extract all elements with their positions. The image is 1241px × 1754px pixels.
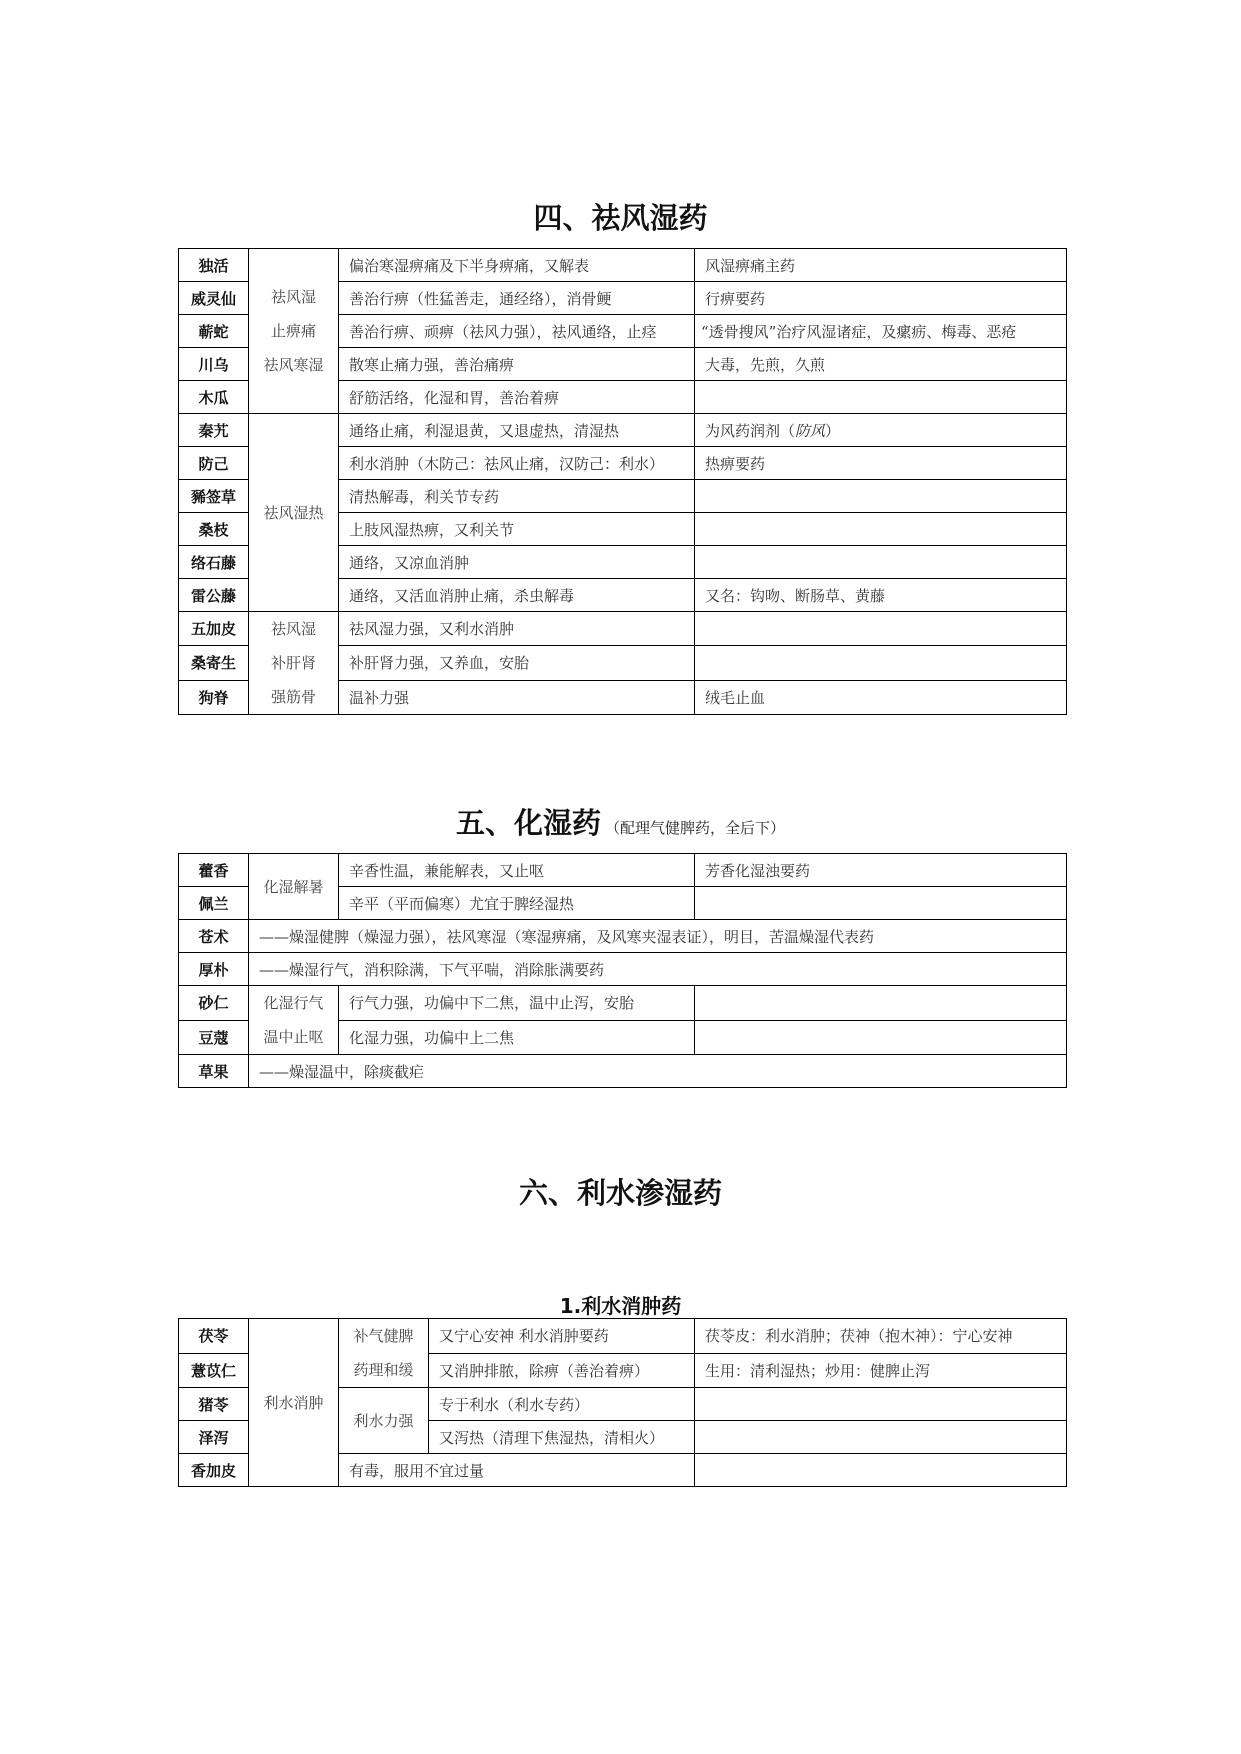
category-cell: [249, 249, 339, 414]
herb-note: 大毒，先煎，久煎: [695, 348, 1067, 381]
subcategory-label: 补气健脾 药理和缓: [353, 1327, 414, 1379]
herb-name: 川乌: [179, 348, 249, 381]
herb-note: 行痹要药: [695, 282, 1067, 315]
table-row: [179, 986, 1067, 1021]
herb-effect: 又宁心安神 利水消肿要药: [429, 1319, 695, 1354]
herb-name: 佩兰: [179, 887, 249, 920]
subcategory-cell: [339, 1388, 429, 1454]
herb-name: 络石藤: [179, 546, 249, 579]
herb-effect: 通络，又凉血消肿: [339, 546, 695, 579]
table-row: [179, 953, 1067, 986]
herb-name: 雷公藤: [179, 579, 249, 612]
section6-title: 六、利水渗湿药: [518, 1176, 722, 1210]
herb-note: 绒毛止血: [695, 680, 1067, 714]
table-row: [179, 249, 1067, 282]
table-row: [179, 612, 1067, 646]
herb-note: [695, 986, 1067, 1021]
herb-name: 桑枝: [179, 513, 249, 546]
herb-name: 香加皮: [179, 1454, 249, 1487]
herb-effect: 又泻热（清理下焦湿热，清相火）: [429, 1421, 695, 1454]
herb-name: 薏苡仁: [179, 1353, 249, 1388]
category-cell: [249, 414, 339, 612]
section6-subtitle: 1.利水消肿药: [559, 1294, 682, 1318]
herb-name: 桑寄生: [179, 646, 249, 680]
herb-note: 热痹要药: [695, 447, 1067, 480]
herb-name: 五加皮: [179, 612, 249, 646]
herb-effect: 祛风湿力强，又利水消肿: [339, 612, 695, 646]
herb-name: 木瓜: [179, 381, 249, 414]
herb-effect: ——燥湿行气，消积除满，下气平喘，消除胀满要药: [249, 953, 1067, 986]
herb-note: [695, 381, 1067, 414]
category-label: 化湿解暑: [263, 877, 324, 896]
category-cell: [249, 1319, 339, 1487]
herb-name: 厚朴: [179, 953, 249, 986]
herb-note: 风湿痹痛主药: [695, 249, 1067, 282]
section4-table: [178, 248, 1067, 715]
herb-note: [695, 646, 1067, 680]
category-label: 祛风湿热: [263, 503, 324, 522]
note-emphasis: 防风: [795, 421, 826, 440]
herb-note: [695, 513, 1067, 546]
herb-name: 防己: [179, 447, 249, 480]
herb-effect: 补肝肾力强，又养血，安胎: [339, 646, 695, 680]
herb-effect: 善治行痹、顽痹（祛风力强），祛风通络，止痉: [339, 315, 695, 348]
herb-effect: 清热解毒，利关节专药: [339, 480, 695, 513]
table-row: [179, 920, 1067, 953]
herb-note: [695, 414, 1067, 447]
herb-note: [695, 480, 1067, 513]
herb-name: 秦艽: [179, 414, 249, 447]
herb-name: 砂仁: [179, 986, 249, 1021]
section4-title: 四、祛风湿药: [533, 201, 708, 235]
herb-effect: 上肢风湿热痹，又利关节: [339, 513, 695, 546]
table-row: [179, 414, 1067, 447]
table-row: [179, 854, 1067, 887]
herb-effect: 通络止痛，利湿退黄，又退虚热，清湿热: [339, 414, 695, 447]
herb-name: 独活: [179, 249, 249, 282]
category-label: 化湿行气 温中止呕: [263, 994, 324, 1046]
herb-effect: 通络，又活血消肿止痛，杀虫解毒: [339, 579, 695, 612]
herb-effect: 辛香性温，兼能解表，又止呕: [339, 854, 695, 887]
herb-name: 蕲蛇: [179, 315, 249, 348]
herb-note: 茯苓皮：利水消肿；茯神（抱木神）：宁心安神: [695, 1319, 1067, 1354]
herb-effect: 又消肿排脓，除痹（善治着痹）: [429, 1353, 695, 1388]
herb-name: 藿香: [179, 854, 249, 887]
herb-effect: ——燥湿健脾（燥湿力强），祛风寒湿（寒湿痹痛，及风寒夹湿表证），明目，苦温燥湿代表药: [249, 920, 1067, 953]
herb-effect: 善治行痹（性猛善走，通经络），消骨鲠: [339, 282, 695, 315]
herb-note: [695, 1454, 1067, 1487]
herb-effect: 专于利水（利水专药）: [429, 1388, 695, 1421]
herb-effect: ——燥湿温中，除痰截疟: [249, 1055, 1067, 1088]
herb-effect: 偏治寒湿痹痛及下半身痹痛，又解表: [339, 249, 695, 282]
category-label: 祛风湿 补肝肾 强筋骨: [270, 620, 316, 706]
herb-note: [695, 1388, 1067, 1421]
section5-table: [178, 853, 1067, 1088]
note-text: 为风药润剂（: [705, 421, 796, 440]
herb-name: 泽泻: [179, 1421, 249, 1454]
herb-name: 猪苓: [179, 1388, 249, 1421]
herb-effect: 化湿力强，功偏中上二焦: [339, 1020, 695, 1055]
category-label: 利水消肿: [263, 1393, 324, 1412]
herb-name: 威灵仙: [179, 282, 249, 315]
herb-note: [695, 546, 1067, 579]
herb-effect: 舒筋活络，化湿和胃，善治着痹: [339, 381, 695, 414]
herb-name: 草果: [179, 1055, 249, 1088]
section6-table: [178, 1318, 1067, 1487]
herb-effect: 利水消肿（木防己：祛风止痛，汉防己：利水）: [339, 447, 695, 480]
herb-effect: 温补力强: [339, 680, 695, 714]
subcategory-cell: [339, 1319, 429, 1388]
category-cell: [249, 854, 339, 920]
herb-name: 茯苓: [179, 1319, 249, 1354]
section5-title: [0, 801, 1241, 842]
subcategory-label: 利水力强: [353, 1411, 414, 1430]
herb-name: 豆蔻: [179, 1020, 249, 1055]
category-cell: [249, 986, 339, 1055]
section5-title-note: （配理气健脾药，全后下）: [605, 819, 786, 837]
herb-note: [695, 1421, 1067, 1454]
herb-effect: 行气力强，功偏中下二焦，温中止泻，安胎: [339, 986, 695, 1021]
herb-note: “透骨搜风”治疗风湿诸症，及瘰疬、梅毒、恶疮: [695, 315, 1067, 348]
herb-name: 豨签草: [179, 480, 249, 513]
herb-note: 芳香化湿浊要药: [695, 854, 1067, 887]
herb-note: [695, 612, 1067, 646]
note-text: ）: [825, 421, 841, 440]
herb-note: [695, 887, 1067, 920]
herb-note: 生用：清利湿热；炒用：健脾止泻: [695, 1353, 1067, 1388]
table-row: [179, 1319, 1067, 1354]
section5-title-text: 五、化湿药: [455, 806, 601, 840]
herb-note: 又名：钩吻、断肠草、黄藤: [695, 579, 1067, 612]
herb-effect: 辛平（平而偏寒）尤宜于脾经湿热: [339, 887, 695, 920]
herb-effect: 有毒，服用不宜过量: [339, 1454, 695, 1487]
herb-note: [695, 1020, 1067, 1055]
herb-name: 狗脊: [179, 680, 249, 714]
herb-name: 苍术: [179, 920, 249, 953]
table-row: [179, 1055, 1067, 1088]
category-label: 祛风湿 止痹痛 祛风寒湿: [263, 288, 324, 374]
herb-effect: 散寒止痛力强，善治痛痹: [339, 348, 695, 381]
category-cell: [249, 612, 339, 715]
